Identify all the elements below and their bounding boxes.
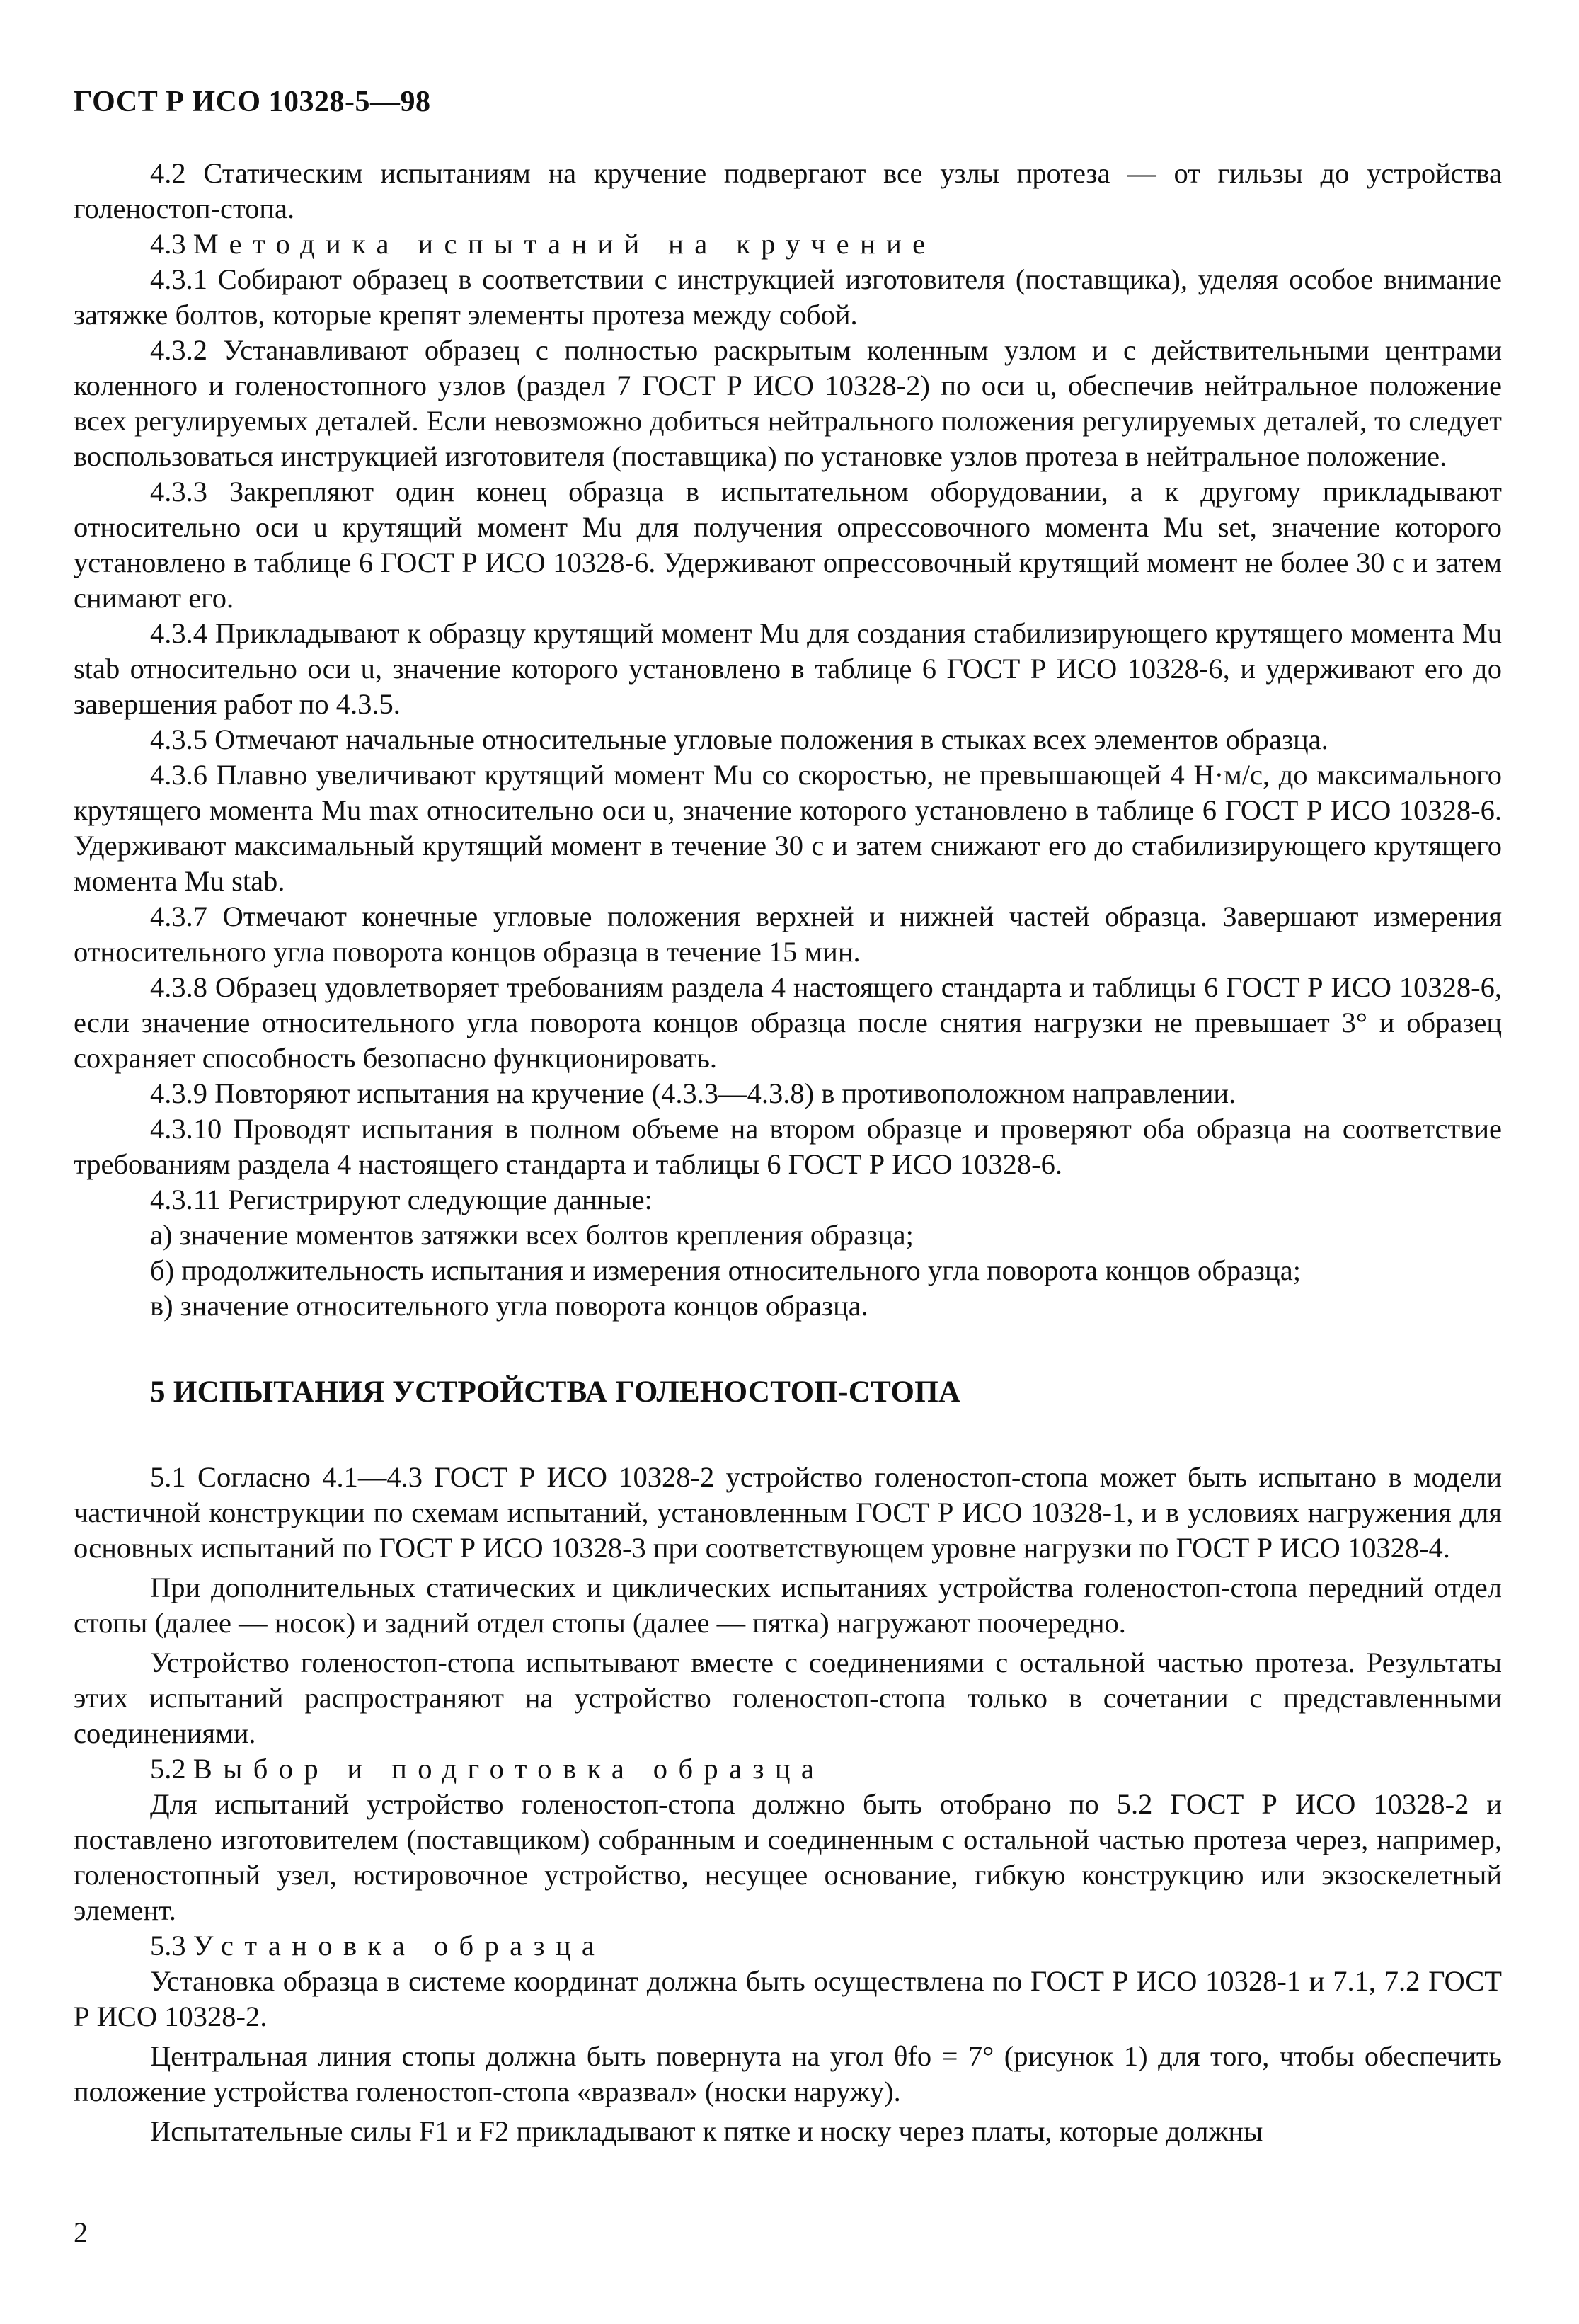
paragraph-4-3-3: 4.3.3 Закрепляют один конец образца в испытательном оборудовании, а к другому прикладывают относительно оси u крутящий момент Mu для получения опрессовочного момента Mu set, значение которого установлено в таблице 6 ГОСТ Р ИСО 10328-6. Удерживают опрессовочный крутящий момент не более 30 с и затем снимают его. (74, 476, 1502, 614)
subsection-title: Выбор и подготовка образца (193, 1753, 825, 1785)
paragraph-4-3-7: 4.3.7 Отмечают конечные угловые положения верхней и нижней частей образца. Завершают измерения относительного угла поворота концов образца в течение 15 мин. (74, 900, 1502, 968)
paragraph-5-3: Установка образца в системе координат должна быть осуществлена по ГОСТ Р ИСО 10328-1 и 7.1, 7.2 ГОСТ Р ИСО 10328-2. (74, 1965, 1502, 2032)
subsection-4-3-heading (74, 227, 1502, 262)
subsection-title: Установка образца (193, 1930, 606, 1962)
paragraph-4-3-6: 4.3.6 Плавно увеличивают крутящий момент Mu со скоростью, не превышающей 4 Н·м/с, до максимального крутящего момента Mu max относительно оси u, значение которого установлено в таблице 6 ГОСТ Р ИСО 10328-6. Удерживают максимальный крутящий момент в течение 30 с и затем снижают его до стабилизирующего крутящего момента Mu stab. (74, 759, 1502, 897)
page-header: ГОСТ Р ИСО 10328-5—98 (74, 86, 431, 118)
paragraph-4-3-10: 4.3.10 Проводят испытания в полном объеме на втором образце и проверяют оба образца на соответствие требованиям раздела 4 настоящего стандарта и таблицы 6 ГОСТ Р ИСО 10328-6. (74, 1113, 1502, 1180)
paragraph-4-2: 4.2 Статическим испытаниям на кручение подвергают все узлы протеза — от гильзы до устройства голеностоп-стопа. (74, 157, 1502, 224)
paragraph-4-3-5: 4.3.5 Отмечают начальные относительные угловые положения в стыках всех элементов образца. (150, 723, 1328, 755)
paragraph-4-3-4: 4.3.4 Прикладывают к образцу крутящий момент Mu для создания стабилизирующего крутящего момента Mu stab относительно оси u, значение которого установлено в таблице 6 ГОСТ Р ИСО 10328-6, и удерживают его до завершения работ по 4.3.5. (74, 617, 1502, 720)
subsection-number: 5.3 (150, 1930, 186, 1962)
subsection-5-2-heading (74, 1751, 1502, 1787)
paragraph-5-1-c: Устройство голеностоп-стопа испытывают вместе с соединениями с остальной частью протеза. Результаты этих испытаний распространяют на устройство голеностоп-стопа только в сочетании с представленными соединениями. (74, 1647, 1502, 1749)
paragraph-4-3-2: 4.3.2 Устанавливают образец с полностью раскрытым коленным узлом и с действительными центрами коленного и голеностопного узлов (раздел 7 ГОСТ Р ИСО 10328-2) по оси u, обеспечив нейтральное положение всех регулируемых деталей. Если невозможно добиться нейтрального положения регулируемых деталей, то следует воспользоваться инструкцией изготовителя (поставщика) по установке узлов протеза в нейтральное положение. (74, 334, 1502, 472)
list-item-c: в) значение относительного угла поворота концов образца. (150, 1290, 868, 1322)
subsection-title: Методика испытаний на кручение (193, 228, 936, 260)
document-body (74, 156, 1502, 2149)
paragraph-5-3-c: Испытательные силы F1 и F2 прикладывают к пятке и носку через платы, которые должны (150, 2115, 1263, 2147)
paragraph-4-3-11: 4.3.11 Регистрируют следующие данные: (150, 1184, 653, 1215)
subsection-number: 4.3 (150, 228, 186, 260)
paragraph-4-3-9: 4.3.9 Повторяют испытания на кручение (4.3.3—4.3.8) в противоположном направлении. (150, 1077, 1236, 1109)
paragraph-5-1-b: При дополнительных статических и циклических испытаниях устройства голеностоп-стопа передний отдел стопы (далее — носок) и задний отдел стопы (далее — пятка) нагружают поочередно. (74, 1572, 1502, 1639)
paragraph-5-2: Для испытаний устройство голеностоп-стопа должно быть отобрано по 5.2 ГОСТ Р ИСО 10328-2 и поставлено изготовителем (поставщиком) собранным и соединенным с остальной частью протеза через, например, голеностопный узел, юстировочное устройство, несущее основание, гибкую конструкцию или экзоскелетный элемент. (74, 1788, 1502, 1926)
paragraph-5-3-b: Центральная линия стопы должна быть повернута на угол θfo = 7° (рисунок 1) для того, чтобы обеспечить положение устройства голеностоп-стопа «вразвал» (носки наружу). (74, 2040, 1502, 2107)
section-5-title: 5 ИСПЫТАНИЯ УСТРОЙСТВА ГОЛЕНОСТОП-СТОПА (150, 1375, 961, 1409)
list-item-b: б) продолжительность испытания и измерения относительного угла поворота концов образца; (150, 1254, 1301, 1286)
subsection-number: 5.2 (150, 1753, 186, 1785)
paragraph-5-1: 5.1 Согласно 4.1—4.3 ГОСТ Р ИСО 10328-2 устройство голеностоп-стопа может быть испытано в модели частичной конструкции по схемам испытаний, установленным ГОСТ Р ИСО 10328-1, и в условиях нагружения для основных испытаний по ГОСТ Р ИСО 10328-3 при соответствующем уровне нагрузки по ГОСТ Р ИСО 10328-4. (74, 1461, 1502, 1564)
paragraph-4-3-8: 4.3.8 Образец удовлетворяет требованиям раздела 4 настоящего стандарта и таблицы 6 ГОСТ Р ИСО 10328-6, если значение относительного угла поворота концов образца после снятия нагрузки не превышает 3° и образец сохраняет способность безопасно функционировать. (74, 971, 1502, 1074)
paragraph-4-3-1: 4.3.1 Собирают образец в соответствии с инструкцией изготовителя (поставщика), уделяя особое внимание затяжке болтов, которые крепят элементы протеза между собой. (74, 263, 1502, 331)
subsection-5-3-heading (74, 1928, 1502, 1964)
list-item-a: а) значение моментов затяжки всех болтов крепления образца; (150, 1219, 914, 1251)
page-number: 2 (74, 2216, 88, 2248)
